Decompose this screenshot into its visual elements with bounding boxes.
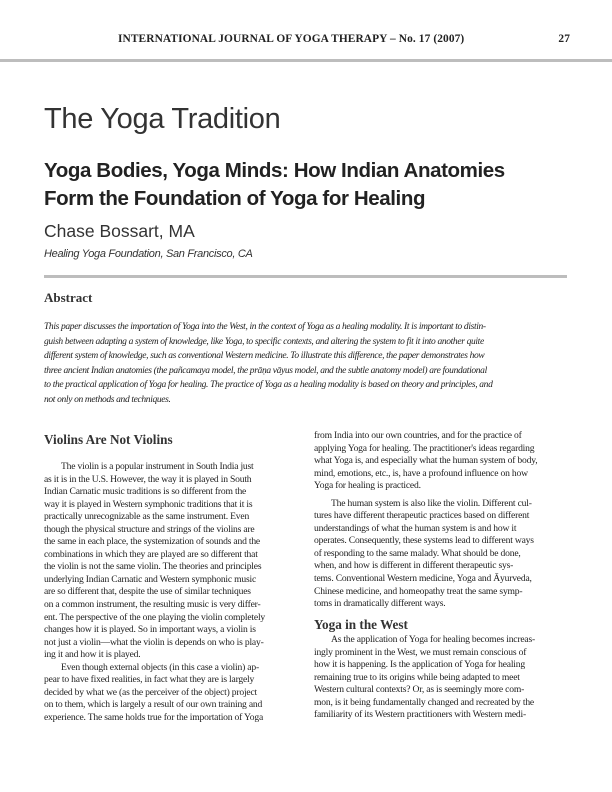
text-line: combinations in which they are played are so different that	[44, 548, 258, 560]
text-line: understandings of what the human system is and how it	[314, 522, 517, 534]
text-line: operates. Consequently, these systems lead to different ways	[314, 535, 534, 547]
text-line: pear to have fixed realities, in fact what they are is largely	[44, 674, 255, 686]
right-column	[314, 430, 568, 722]
text-line: Indian Carnatic music traditions is so different from the	[44, 486, 247, 498]
text-line: not just a violin—what the violin is depends on who is play-	[44, 636, 264, 648]
abstract-line: guish between adapting a system of knowledge, like Yoga, to specific contexts, and altering the system to fit it into another quite	[44, 336, 484, 347]
text-line: remaining true to its origins while being adapted to meet	[314, 671, 520, 683]
text-line: underlying Indian Carnatic and Western symphonic music	[44, 573, 257, 585]
abstract-rule	[44, 275, 567, 278]
abstract-line: not only on methods and techniques.	[44, 394, 171, 405]
text-line: though the physical structure and strings of the violins are	[44, 523, 255, 535]
paragraph	[44, 461, 300, 662]
text-line: practically unrecognizable as the same instrument. Even	[44, 511, 250, 523]
text-line: familiarity of its Western practitioners with Western medi-	[314, 709, 526, 721]
text-line: mon, is it being fundamentally changed and recreated by the	[314, 696, 534, 708]
text-line: tems. Conventional Western medicine, Yoga and Āyurveda,	[314, 573, 532, 585]
text-line: mind, emotions, etc., is, have a profound influence on how	[314, 467, 528, 479]
text-line: decided by what we (as the perceiver of the object) project	[44, 686, 258, 698]
text-line: ent. The perspective of the one playing the violin completely	[44, 611, 266, 623]
abstract-heading: Abstract	[44, 290, 93, 305]
text-line: Chinese medicine, and homeopathy treat the same symp-	[314, 585, 523, 597]
text-line: ing it and how it is played.	[44, 649, 141, 661]
text-line: of responding to the same malady. What should be done,	[314, 547, 521, 559]
text-line: As the application of Yoga for healing becomes increas-	[331, 634, 535, 646]
section-heading-violins: Violins Are Not Violins	[44, 432, 173, 447]
text-line: what Yoga is, and especially what the human system of body,	[314, 455, 538, 467]
text-line: ingly prominent in the West, we must remain conscious of	[314, 646, 527, 658]
text-line: as it is in the U.S. However, the way it is played in South	[44, 473, 252, 485]
text-line: Even though external objects (in this case a violin) ap-	[61, 661, 259, 673]
paragraph	[314, 498, 568, 611]
section-heading-yoga-west: Yoga in the West	[314, 616, 408, 632]
author-name: Chase Bossart, MA	[44, 221, 195, 241]
text-line: are so different that, despite the use of similar techniques	[44, 586, 251, 598]
paragraph	[314, 430, 568, 493]
running-head	[118, 33, 570, 51]
text-line: when, and how is different in different therapeutic sys-	[314, 560, 514, 572]
left-column	[44, 461, 300, 724]
abstract-line: three ancient Indian anatomies (the pañcamaya model, the prāṇa vāyus model, and the subtle anatomy model) are foundational	[44, 365, 487, 376]
text-line: tures have different therapeutic practices based on different	[314, 510, 530, 522]
abstract-line: to the practical application of Yoga for healing. The practice of Yoga as a healing modality is based on theory and principles, and	[44, 380, 493, 391]
author-affiliation: Healing Yoga Foundation, San Francisco, CA	[44, 248, 253, 260]
text-line: Yoga for healing is practiced.	[314, 480, 421, 492]
text-line: The violin is a popular instrument in South India just	[61, 461, 254, 472]
header-rule	[0, 59, 612, 62]
text-line: on a common instrument, the resulting music is very differ-	[44, 599, 261, 611]
text-line: how it is happening. Is the application of Yoga for healing	[314, 659, 525, 671]
text-line: Western cultural contexts? Or, as is seemingly more com-	[314, 684, 525, 696]
paragraph	[44, 662, 300, 725]
title-line: Yoga Bodies, Yoga Minds: How Indian Anatomies	[44, 159, 505, 182]
journal-name: INTERNATIONAL JOURNAL OF YOGA THERAPY – No. 17 (2007)	[118, 33, 465, 45]
paragraph	[314, 634, 568, 722]
section-title: The Yoga Tradition	[44, 103, 281, 135]
abstract-body	[44, 320, 568, 408]
text-line: changes how it is played. So in important ways, a violin is	[44, 624, 256, 636]
title-line: Form the Foundation of Yoga for Healing	[44, 187, 426, 210]
abstract-line: different system of knowledge, such as conventional Western medicine. To illustrate this difference, the paper demonstrates how	[44, 351, 485, 362]
page-number: 27	[558, 33, 570, 45]
text-line: toms in dramatically different ways.	[314, 598, 446, 610]
text-line: experience. The same holds true for the importation of Yoga	[44, 711, 264, 723]
text-line: The human system is also like the violin. Different cul-	[331, 497, 532, 509]
text-line: the same in each place, the systemization of sounds and the	[44, 536, 260, 548]
text-line: way it is played in Western symphonic traditions that it is	[44, 498, 253, 510]
abstract-line: This paper discusses the importation of Yoga into the West, in the context of Yoga as a healing modality. It is important to distin-	[44, 322, 486, 332]
text-line: from India into our own countries, and for the practice of	[314, 430, 522, 441]
article-title	[44, 157, 584, 213]
text-line: the violin is not the same violin. The theories and principles	[44, 561, 262, 573]
text-line: applying Yoga for healing. The practitioner's ideas regarding	[314, 442, 535, 454]
text-line: on to them, which is largely a result of our own training and	[44, 699, 263, 711]
